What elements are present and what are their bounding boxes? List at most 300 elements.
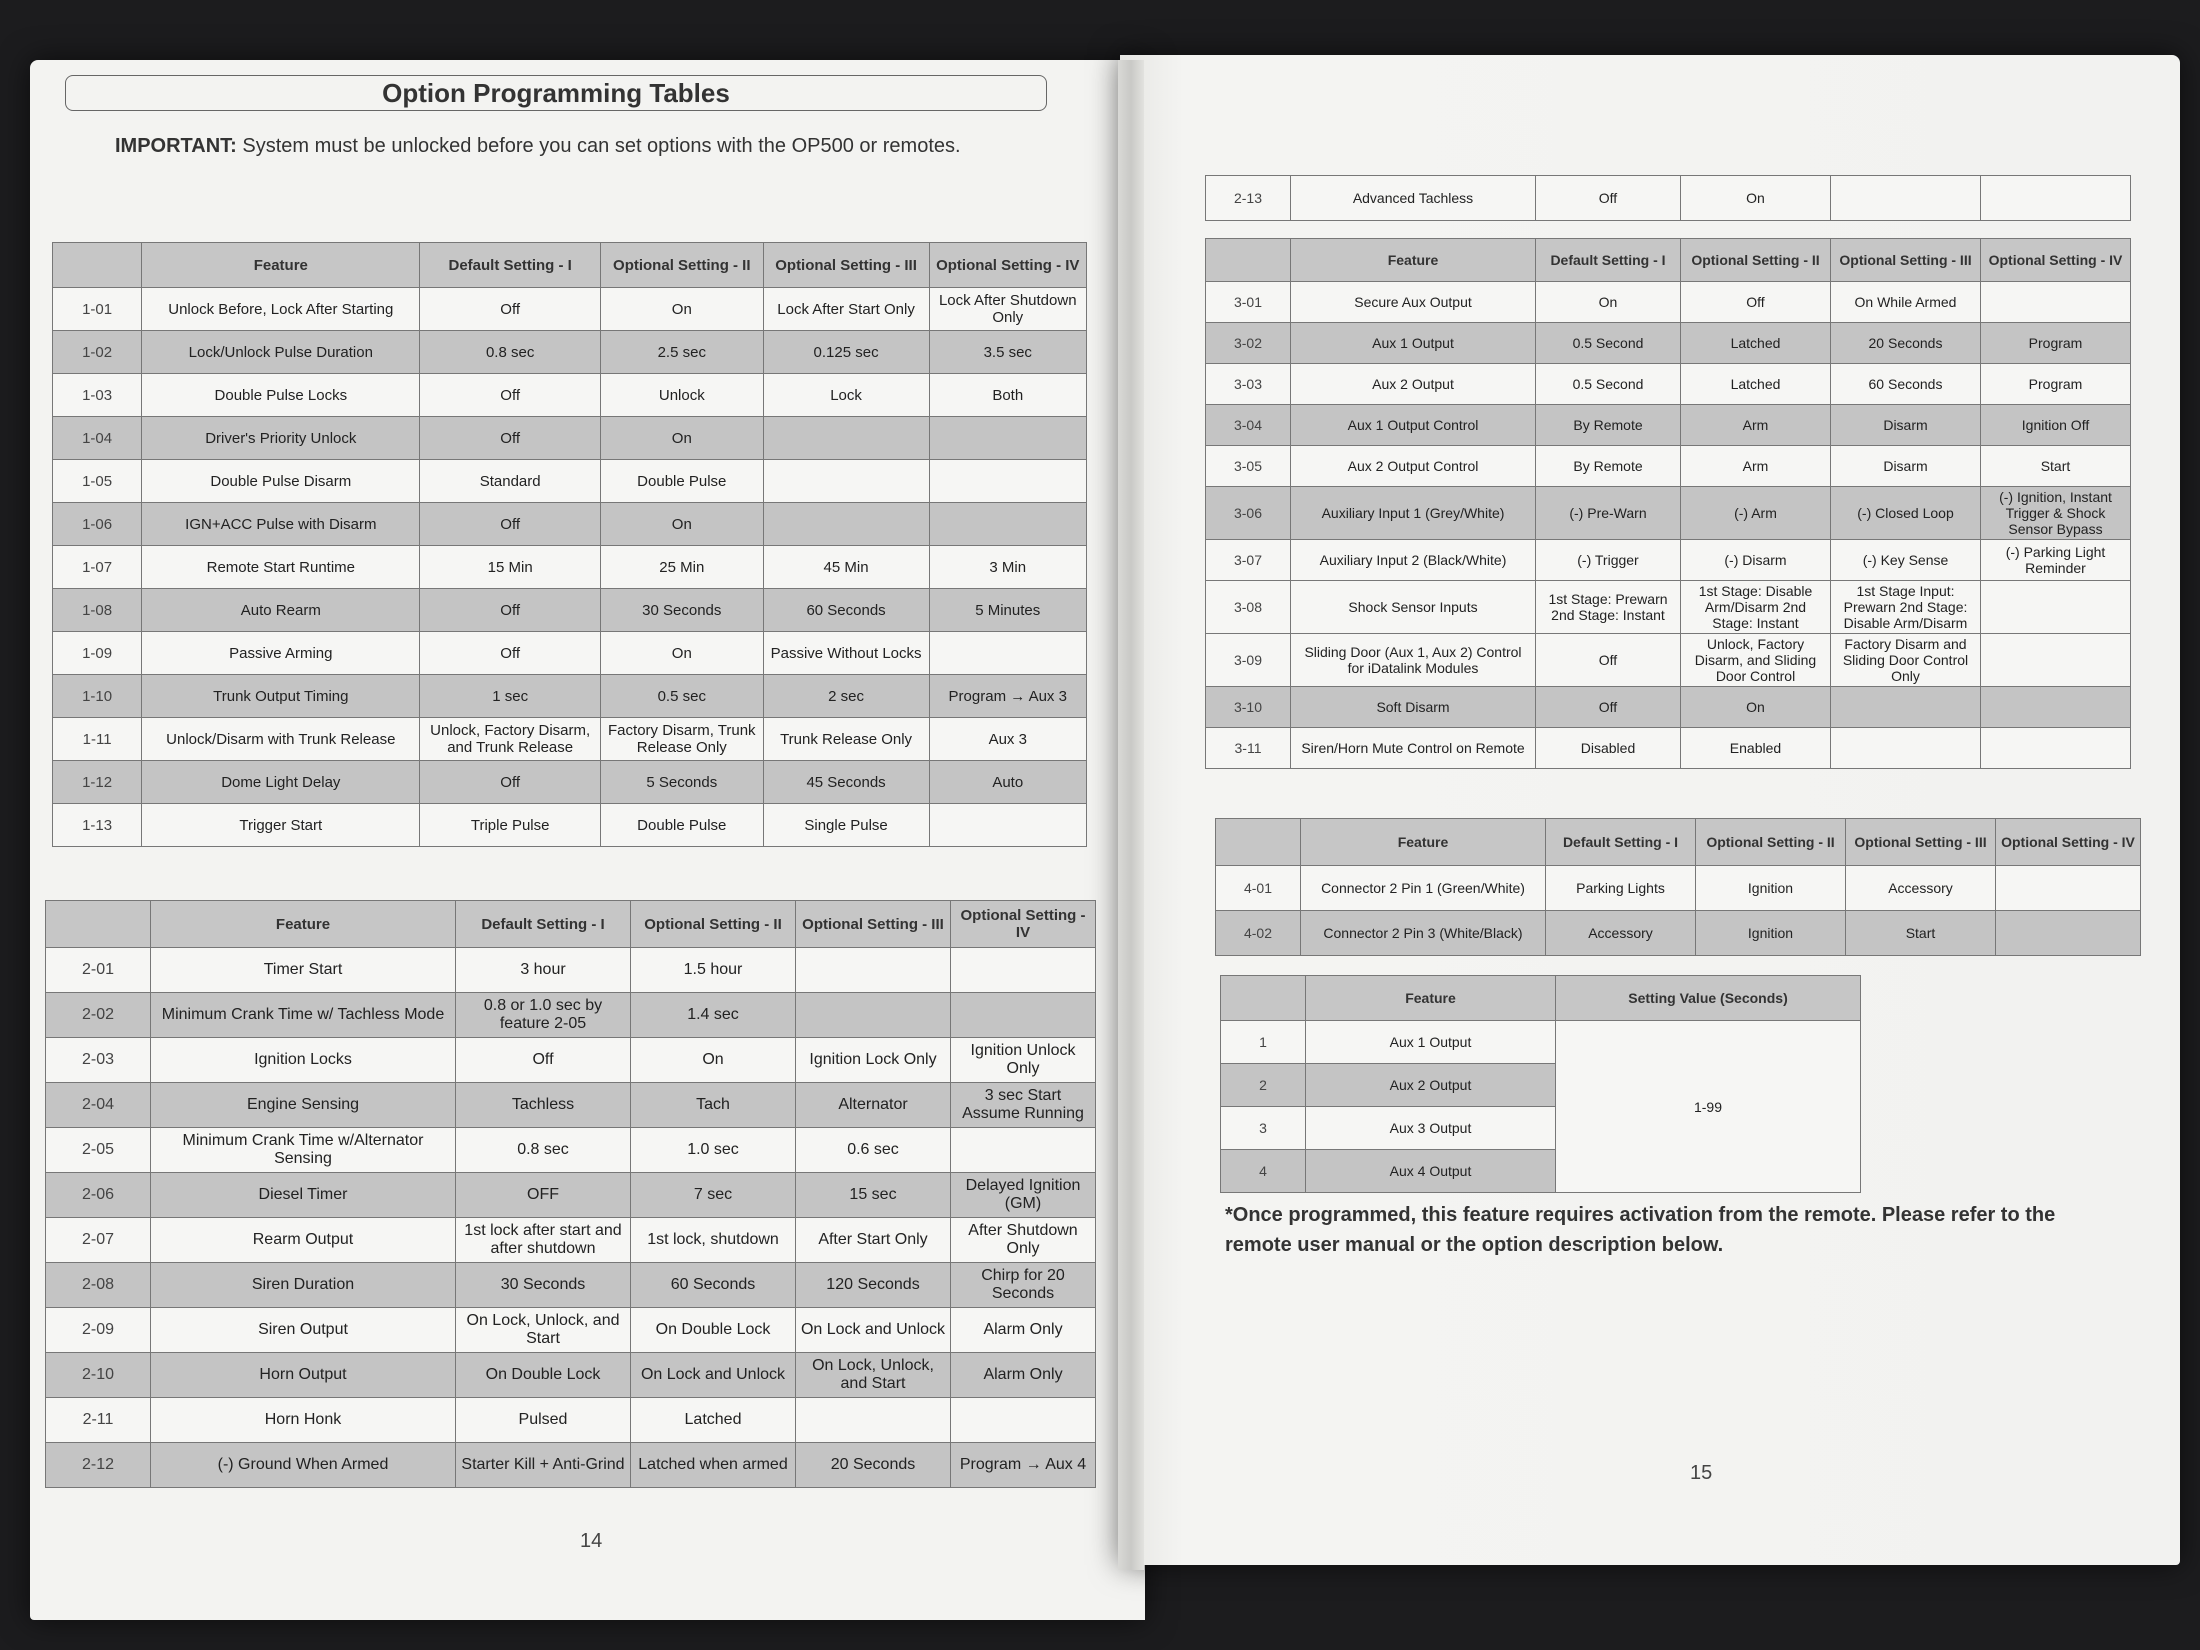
setting-cell: Tach <box>631 1083 796 1128</box>
setting-cell: On Double Lock <box>631 1308 796 1353</box>
setting-cell: 7 sec <box>631 1173 796 1218</box>
setting-cell <box>1981 282 2131 323</box>
table-row <box>53 632 1087 675</box>
setting-cell: Disabled <box>1536 728 1681 769</box>
setting-cell: 0.6 sec <box>796 1128 951 1173</box>
setting-cell: (-) Arm <box>1681 487 1831 540</box>
option-code: 2-02 <box>46 993 151 1038</box>
setting-cell: 45 Min <box>763 546 929 589</box>
setting-cell: Passive Without Locks <box>763 632 929 675</box>
feature-name: Aux 2 Output <box>1306 1064 1556 1107</box>
setting-cell: 60 Seconds <box>1831 364 1981 405</box>
setting-cell: Triple Pulse <box>420 804 601 847</box>
setting-cell: 0.8 sec <box>456 1128 631 1173</box>
feature-name: Connector 2 Pin 1 (Green/White) <box>1301 866 1546 911</box>
setting-cell: 0.5 Second <box>1536 323 1681 364</box>
setting-cell: 3 Min <box>929 546 1087 589</box>
setting-cell <box>929 503 1087 546</box>
table-row <box>46 1038 1096 1083</box>
option-code: 2-12 <box>46 1443 151 1488</box>
setting-cell: After Shutdown Only <box>951 1218 1096 1263</box>
option-code: 1-06 <box>53 503 142 546</box>
setting-cell: 1st Stage Input: Prewarn 2nd Stage: Disable Arm/Disarm <box>1831 581 1981 634</box>
options-table-1 <box>52 242 1087 847</box>
setting-value-cell: 1-99 <box>1556 1021 1861 1193</box>
table-row <box>53 288 1087 331</box>
option-code: 3-03 <box>1206 364 1291 405</box>
option-code: 2-06 <box>46 1173 151 1218</box>
setting-cell: 0.125 sec <box>763 331 929 374</box>
feature-name: Rearm Output <box>151 1218 456 1263</box>
setting-cell <box>951 948 1096 993</box>
table-row <box>53 331 1087 374</box>
setting-cell: 1 sec <box>420 675 601 718</box>
option-code: 2 <box>1221 1064 1306 1107</box>
feature-name: Unlock Before, Lock After Starting <box>142 288 420 331</box>
option-code: 4-02 <box>1216 911 1301 956</box>
setting-cell: By Remote <box>1536 446 1681 487</box>
header-row <box>1221 976 1861 1021</box>
column-header: Optional Setting - III <box>1831 239 1981 282</box>
setting-cell: 15 Min <box>420 546 601 589</box>
header-row <box>1216 819 2141 866</box>
options-table-4 <box>1215 818 2141 956</box>
setting-cell: Parking Lights <box>1546 866 1696 911</box>
table-row <box>53 546 1087 589</box>
setting-cell: Auto <box>929 761 1087 804</box>
table-row <box>46 1353 1096 1398</box>
column-header: Feature <box>1291 239 1536 282</box>
setting-cell: Accessory <box>1546 911 1696 956</box>
feature-name: Horn Output <box>151 1353 456 1398</box>
feature-name: Passive Arming <box>142 632 420 675</box>
table-header <box>1216 819 2141 866</box>
setting-cell <box>796 948 951 993</box>
table-row <box>46 1263 1096 1308</box>
setting-cell: Off <box>1536 634 1681 687</box>
setting-cell: 30 Seconds <box>456 1263 631 1308</box>
setting-cell: Double Pulse <box>600 460 763 503</box>
setting-cell: 0.8 or 1.0 sec by feature 2-05 <box>456 993 631 1038</box>
setting-cell: On <box>1536 282 1681 323</box>
table-row <box>1206 540 2131 581</box>
setting-cell: 2 sec <box>763 675 929 718</box>
setting-cell: Accessory <box>1846 866 1996 911</box>
option-code: 2-08 <box>46 1263 151 1308</box>
setting-cell <box>763 460 929 503</box>
column-header: Optional Setting - II <box>1681 239 1831 282</box>
page-number-14: 14 <box>580 1530 603 1552</box>
options-table-2 <box>45 900 1096 1488</box>
feature-name: Siren Output <box>151 1308 456 1353</box>
setting-cell: 3 hour <box>456 948 631 993</box>
column-header: Setting Value (Seconds) <box>1556 976 1861 1021</box>
setting-cell: 0.5 sec <box>600 675 763 718</box>
table-row <box>1206 176 2131 221</box>
setting-cell: (-) Closed Loop <box>1831 487 1981 540</box>
table-body <box>1221 1021 1861 1193</box>
setting-cell: 1st Stage: Prewarn 2nd Stage: Instant <box>1536 581 1681 634</box>
setting-cell: Latched <box>631 1398 796 1443</box>
table-row <box>46 1083 1096 1128</box>
table-body <box>1216 866 2141 956</box>
setting-cell: 5 Minutes <box>929 589 1087 632</box>
setting-cell: (-) Ignition, Instant Trigger & Shock Sensor Bypass <box>1981 487 2131 540</box>
setting-cell: On <box>600 632 763 675</box>
setting-cell: On <box>600 503 763 546</box>
setting-cell: Tachless <box>456 1083 631 1128</box>
feature-name: Aux 1 Output Control <box>1291 405 1536 446</box>
header-row <box>53 243 1087 288</box>
setting-cell: 5 Seconds <box>600 761 763 804</box>
setting-cell: Off <box>420 632 601 675</box>
setting-cell: Factory Disarm and Sliding Door Control Only <box>1831 634 1981 687</box>
setting-cell: Alarm Only <box>951 1308 1096 1353</box>
option-code: 2-05 <box>46 1128 151 1173</box>
setting-cell: Ignition Off <box>1981 405 2131 446</box>
table-row <box>46 1398 1096 1443</box>
setting-cell: Ignition <box>1696 866 1846 911</box>
feature-name: Aux 1 Output <box>1291 323 1536 364</box>
setting-cell: 3 sec Start Assume Running <box>951 1083 1096 1128</box>
setting-cell: Program <box>1981 323 2131 364</box>
setting-cell <box>1981 728 2131 769</box>
table-row <box>1216 911 2141 956</box>
setting-cell: On <box>631 1038 796 1083</box>
setting-cell: On Lock and Unlock <box>631 1353 796 1398</box>
setting-cell: Off <box>420 288 601 331</box>
feature-name: Aux 2 Output Control <box>1291 446 1536 487</box>
setting-cell: Lock After Shutdown Only <box>929 288 1087 331</box>
setting-cell: On <box>1681 176 1831 221</box>
setting-cell: Off <box>420 761 601 804</box>
feature-name: (-) Ground When Armed <box>151 1443 456 1488</box>
options-table-3 <box>1205 238 2131 769</box>
column-header: Optional Setting - II <box>1696 819 1846 866</box>
setting-cell <box>951 1398 1096 1443</box>
setting-cell: On Lock, Unlock, and Start <box>456 1308 631 1353</box>
setting-cell: OFF <box>456 1173 631 1218</box>
column-header: Optional Setting - II <box>631 901 796 948</box>
option-code: 2-11 <box>46 1398 151 1443</box>
setting-cell <box>929 417 1087 460</box>
table-row <box>1206 405 2131 446</box>
important-text: System must be unlocked before you can set options with the OP500 or remotes. <box>236 135 961 157</box>
setting-cell: Unlock, Factory Disarm, and Trunk Release <box>420 718 601 761</box>
feature-name: Shock Sensor Inputs <box>1291 581 1536 634</box>
table-row <box>1221 1021 1861 1064</box>
feature-name: Unlock/Disarm with Trunk Release <box>142 718 420 761</box>
feature-name: Horn Honk <box>151 1398 456 1443</box>
column-header <box>1216 819 1301 866</box>
setting-cell: Factory Disarm, Trunk Release Only <box>600 718 763 761</box>
option-code: 3-09 <box>1206 634 1291 687</box>
setting-cell: Double Pulse <box>600 804 763 847</box>
setting-cell <box>929 460 1087 503</box>
setting-cell: Start <box>1846 911 1996 956</box>
column-header <box>46 901 151 948</box>
setting-cell: 1.5 hour <box>631 948 796 993</box>
setting-cell: Disarm <box>1831 405 1981 446</box>
setting-cell: Single Pulse <box>763 804 929 847</box>
feature-name: Secure Aux Output <box>1291 282 1536 323</box>
table-row <box>53 718 1087 761</box>
setting-cell: Latched <box>1681 364 1831 405</box>
option-code: 2-01 <box>46 948 151 993</box>
setting-cell: On <box>600 288 763 331</box>
option-code: 3-02 <box>1206 323 1291 364</box>
option-code: 3-07 <box>1206 540 1291 581</box>
column-header: Feature <box>142 243 420 288</box>
setting-cell: Start <box>1981 446 2131 487</box>
page-title: Option Programming Tables <box>65 75 1047 111</box>
setting-cell <box>1831 728 1981 769</box>
book-spine <box>1118 60 1144 1570</box>
option-code: 3-04 <box>1206 405 1291 446</box>
setting-cell: Alternator <box>796 1083 951 1128</box>
setting-cell: On Double Lock <box>456 1353 631 1398</box>
option-code: 1-13 <box>53 804 142 847</box>
option-code: 3-06 <box>1206 487 1291 540</box>
activation-note: *Once programmed, this feature requires activation from the remote. Please refer to the remote user manual or the option description below. <box>1225 1204 2056 1256</box>
setting-cell: 1.4 sec <box>631 993 796 1038</box>
table-row <box>1206 282 2131 323</box>
column-header: Optional Setting - IV <box>1981 239 2131 282</box>
feature-name: Soft Disarm <box>1291 687 1536 728</box>
table-row <box>53 417 1087 460</box>
feature-name: Minimum Crank Time w/ Tachless Mode <box>151 993 456 1038</box>
setting-cell: 30 Seconds <box>600 589 763 632</box>
setting-cell: 0.5 Second <box>1536 364 1681 405</box>
setting-cell: Enabled <box>1681 728 1831 769</box>
column-header: Optional Setting - III <box>1846 819 1996 866</box>
setting-cell <box>1981 176 2131 221</box>
table-row <box>1206 487 2131 540</box>
column-header: Default Setting - I <box>456 901 631 948</box>
setting-cell: On Lock, Unlock, and Start <box>796 1353 951 1398</box>
important-notice <box>115 135 961 158</box>
header-row <box>46 901 1096 948</box>
setting-cell: By Remote <box>1536 405 1681 446</box>
feature-name: Trunk Output Timing <box>142 675 420 718</box>
setting-cell: (-) Trigger <box>1536 540 1681 581</box>
column-header <box>1221 976 1306 1021</box>
feature-name: Aux 3 Output <box>1306 1107 1556 1150</box>
setting-cell: Lock <box>763 374 929 417</box>
setting-cell: Off <box>420 374 601 417</box>
feature-name: Engine Sensing <box>151 1083 456 1128</box>
table-row <box>53 804 1087 847</box>
setting-cell: (-) Disarm <box>1681 540 1831 581</box>
option-code: 1-10 <box>53 675 142 718</box>
table-row <box>46 1443 1096 1488</box>
table-body <box>1206 176 2131 221</box>
setting-cell: On While Armed <box>1831 282 1981 323</box>
feature-name: Minimum Crank Time w/Alternator Sensing <box>151 1128 456 1173</box>
feature-name: Trigger Start <box>142 804 420 847</box>
setting-cell: Unlock, Factory Disarm, and Sliding Door Control <box>1681 634 1831 687</box>
option-code: 2-10 <box>46 1353 151 1398</box>
feature-name: Lock/Unlock Pulse Duration <box>142 331 420 374</box>
setting-cell: 0.8 sec <box>420 331 601 374</box>
option-code: 1-12 <box>53 761 142 804</box>
setting-cell <box>1981 634 2131 687</box>
option-code: 3-10 <box>1206 687 1291 728</box>
option-code: 1-05 <box>53 460 142 503</box>
feature-name: Dome Light Delay <box>142 761 420 804</box>
setting-cell: On <box>1681 687 1831 728</box>
table-row <box>1206 581 2131 634</box>
table-header <box>1206 239 2131 282</box>
setting-cell: After Start Only <box>796 1218 951 1263</box>
table-row <box>1206 323 2131 364</box>
option-code: 3 <box>1221 1107 1306 1150</box>
setting-cell: 20 Seconds <box>796 1443 951 1488</box>
table-row <box>1216 866 2141 911</box>
setting-cell: (-) Parking Light Reminder <box>1981 540 2131 581</box>
option-code: 3-11 <box>1206 728 1291 769</box>
feature-name: IGN+ACC Pulse with Disarm <box>142 503 420 546</box>
table-row <box>1206 687 2131 728</box>
setting-cell: 1st Stage: Disable Arm/Disarm 2nd Stage: Instant <box>1681 581 1831 634</box>
setting-cell: 2.5 sec <box>600 331 763 374</box>
setting-cell: 120 Seconds <box>796 1263 951 1308</box>
setting-cell: Chirp for 20 Seconds <box>951 1263 1096 1308</box>
setting-cell: Disarm <box>1831 446 1981 487</box>
table-row <box>1206 446 2131 487</box>
table-body <box>1206 282 2131 769</box>
setting-cell <box>1981 687 2131 728</box>
feature-name: Aux 2 Output <box>1291 364 1536 405</box>
setting-cell <box>763 417 929 460</box>
setting-cell <box>951 993 1096 1038</box>
setting-cell: Arm <box>1681 446 1831 487</box>
feature-name: Double Pulse Disarm <box>142 460 420 503</box>
setting-cell: Off <box>1536 687 1681 728</box>
option-code: 1-09 <box>53 632 142 675</box>
option-code: 1 <box>1221 1021 1306 1064</box>
feature-name: Auto Rearm <box>142 589 420 632</box>
table-row <box>1206 728 2131 769</box>
column-header: Optional Setting - IV <box>929 243 1087 288</box>
setting-cell: Ignition Unlock Only <box>951 1038 1096 1083</box>
option-code: 1-02 <box>53 331 142 374</box>
table-body <box>53 288 1087 847</box>
setting-cell <box>1831 687 1981 728</box>
table-row <box>53 460 1087 503</box>
feature-name: Aux 1 Output <box>1306 1021 1556 1064</box>
column-header: Optional Setting - IV <box>951 901 1096 948</box>
setting-cell <box>1996 866 2141 911</box>
option-code: 1-08 <box>53 589 142 632</box>
option-code: 3-01 <box>1206 282 1291 323</box>
option-code: 2-07 <box>46 1218 151 1263</box>
column-header: Feature <box>151 901 456 948</box>
option-code: 1-04 <box>53 417 142 460</box>
setting-cell <box>929 804 1087 847</box>
setting-cell: Unlock <box>600 374 763 417</box>
option-code: 2-09 <box>46 1308 151 1353</box>
setting-cell: On <box>600 417 763 460</box>
option-code: 1-03 <box>53 374 142 417</box>
option-code: 3-08 <box>1206 581 1291 634</box>
column-header <box>53 243 142 288</box>
feature-name: Advanced Tachless <box>1291 176 1536 221</box>
setting-cell: 45 Seconds <box>763 761 929 804</box>
setting-cell: (-) Pre-Warn <box>1536 487 1681 540</box>
setting-cell: Program → Aux 3 <box>929 675 1087 718</box>
feature-name: Ignition Locks <box>151 1038 456 1083</box>
setting-cell: Ignition Lock Only <box>796 1038 951 1083</box>
setting-cell <box>951 1128 1096 1173</box>
setting-cell: 3.5 sec <box>929 331 1087 374</box>
feature-name: Sliding Door (Aux 1, Aux 2) Control for iDatalink Modules <box>1291 634 1536 687</box>
feature-name: Aux 4 Output <box>1306 1150 1556 1193</box>
page-number-15: 15 <box>1690 1462 1713 1484</box>
setting-cell: Alarm Only <box>951 1353 1096 1398</box>
column-header: Default Setting - I <box>1546 819 1696 866</box>
setting-cell: 1st lock, shutdown <box>631 1218 796 1263</box>
setting-cell: Latched <box>1681 323 1831 364</box>
table-row <box>46 993 1096 1038</box>
option-code: 4 <box>1221 1150 1306 1193</box>
setting-cell: Off <box>420 417 601 460</box>
option-code: 1-01 <box>53 288 142 331</box>
table-header <box>1221 976 1861 1021</box>
column-header: Feature <box>1301 819 1546 866</box>
setting-cell <box>796 993 951 1038</box>
column-header: Optional Setting - IV <box>1996 819 2141 866</box>
table-row <box>53 503 1087 546</box>
table-row <box>46 1128 1096 1173</box>
option-code: 3-05 <box>1206 446 1291 487</box>
option-code: 1-07 <box>53 546 142 589</box>
table-row <box>53 761 1087 804</box>
feature-name: Timer Start <box>151 948 456 993</box>
feature-name: Driver's Priority Unlock <box>142 417 420 460</box>
setting-cell: Lock After Start Only <box>763 288 929 331</box>
table-row <box>53 374 1087 417</box>
option-code: 4-01 <box>1216 866 1301 911</box>
option-code: 2-03 <box>46 1038 151 1083</box>
setting-cell: Off <box>420 503 601 546</box>
feature-name: Connector 2 Pin 3 (White/Black) <box>1301 911 1546 956</box>
feature-name: Auxiliary Input 2 (Black/White) <box>1291 540 1536 581</box>
setting-cell: 15 sec <box>796 1173 951 1218</box>
option-code: 1-11 <box>53 718 142 761</box>
feature-name: Remote Start Runtime <box>142 546 420 589</box>
setting-cell: Off <box>456 1038 631 1083</box>
option-code: 2-13 <box>1206 176 1291 221</box>
setting-cell <box>929 632 1087 675</box>
header-row <box>1206 239 2131 282</box>
column-header: Default Setting - I <box>420 243 601 288</box>
setting-cell: Aux 3 <box>929 718 1087 761</box>
setting-cell: Off <box>1681 282 1831 323</box>
setting-cell <box>796 1398 951 1443</box>
option-code: 2-04 <box>46 1083 151 1128</box>
column-header: Optional Setting - III <box>763 243 929 288</box>
setting-cell: 60 Seconds <box>763 589 929 632</box>
aux-output-table <box>1220 975 1861 1193</box>
setting-cell <box>1996 911 2141 956</box>
column-header: Feature <box>1306 976 1556 1021</box>
setting-cell: Program <box>1981 364 2131 405</box>
setting-cell: 60 Seconds <box>631 1263 796 1308</box>
feature-name: Siren/Horn Mute Control on Remote <box>1291 728 1536 769</box>
column-header: Optional Setting - II <box>600 243 763 288</box>
setting-cell <box>763 503 929 546</box>
